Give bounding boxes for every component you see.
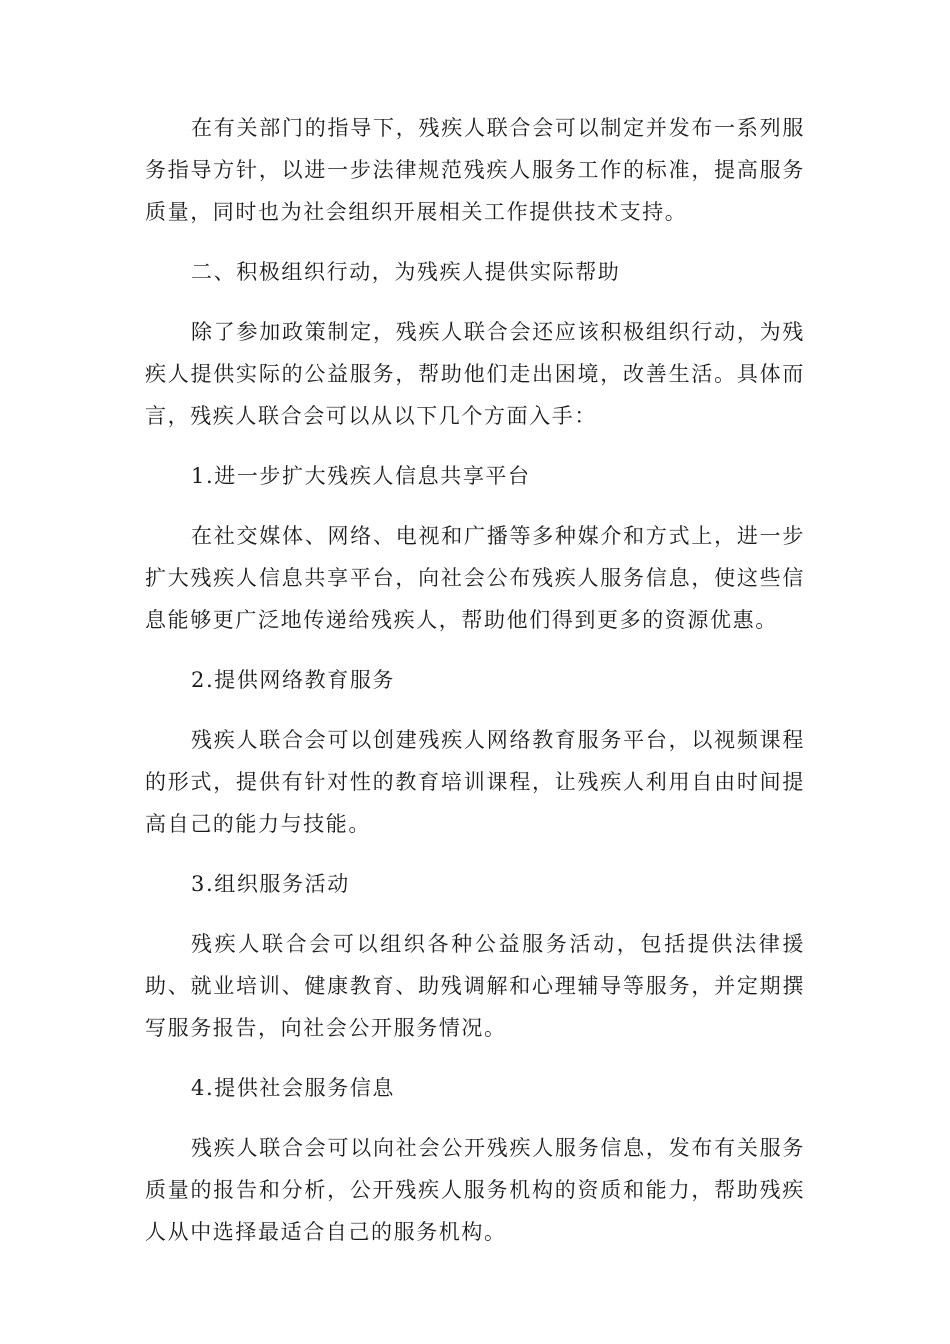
paragraph-info-sharing: 在社交媒体、网络、电视和广播等多种媒介和方式上，进一步扩大残疾人信息共享平台，向社会公布残疾人服务信息，使这些信息能够更广泛地传递给残疾人，帮助他们得到更多的资源优惠。	[145, 524, 805, 632]
paragraph-service-activities: 残疾人联合会可以组织各种公益服务活动，包括提供法律援助、就业培训、健康教育、助残调解和心理辅导等服务，并定期撰写服务报告，向社会公开服务情况。	[145, 932, 805, 1040]
paragraph-service-info: 残疾人联合会可以向社会公开残疾人服务信息，发布有关服务质量的报告和分析，公开残疾人服务机构的资质和能力，帮助残疾人从中选择最适合自己的服务机构。	[145, 1136, 805, 1244]
paragraph-online-education: 残疾人联合会可以创建残疾人网络教育服务平台，以视频课程的形式，提供有针对性的教育培训课程，让残疾人利用自由时间提高自己的能力与技能。	[145, 728, 805, 836]
document-body	[145, 107, 805, 1271]
item-heading-service-info: 4.提供社会服务信息	[191, 1076, 396, 1100]
paragraph-service-guidelines: 在有关部门的指导下，残疾人联合会可以制定并发布一系列服务指导方针，以进一步法律规范残疾人服务工作的标准，提高服务质量，同时也为社会组织开展相关工作提供技术支持。	[145, 116, 805, 224]
paragraph-organize-actions: 除了参加政策制定，残疾人联合会还应该积极组织行动，为残疾人提供实际的公益服务，帮助他们走出困境，改善生活。具体而言，残疾人联合会可以从以下几个方面入手：	[145, 320, 805, 428]
item-heading-service-activities: 3.组织服务活动	[191, 872, 350, 896]
item-heading-online-education: 2.提供网络教育服务	[191, 668, 396, 692]
item-heading-info-sharing: 1.进一步扩大残疾人信息共享平台	[191, 464, 531, 488]
section-heading-organize-actions: 二、积极组织行动，为残疾人提供实际帮助	[191, 260, 621, 284]
